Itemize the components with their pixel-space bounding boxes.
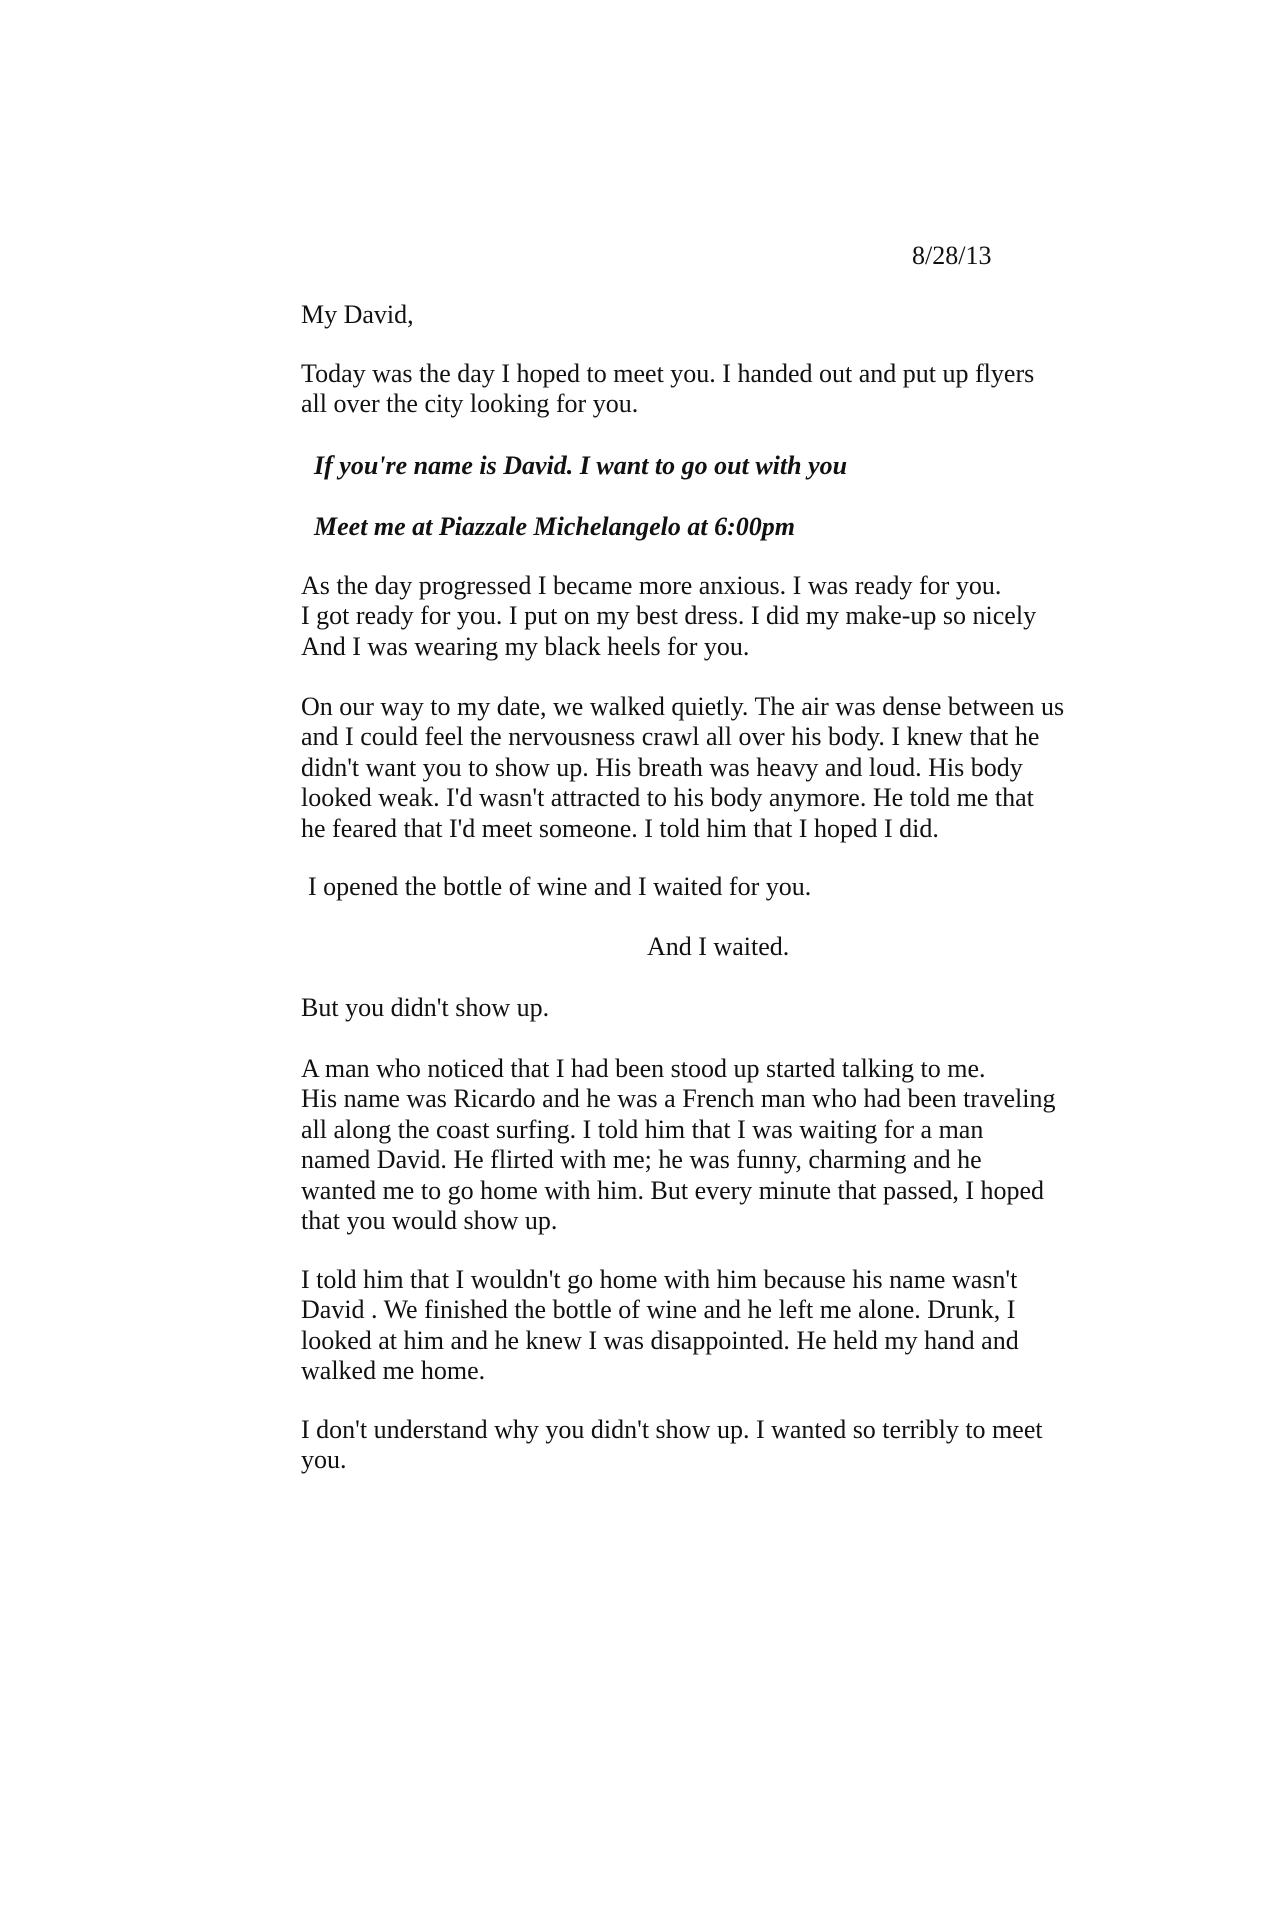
paragraph-1	[301, 359, 1034, 420]
text-line: As the day progressed I became more anxious. I was ready for you.	[301, 571, 1002, 600]
text-line: I told him that I wouldn't go home with him because his name wasn't	[301, 1265, 1018, 1294]
text-line: walked me home.	[301, 1356, 486, 1386]
text-line: he feared that I'd meet someone. I told him that I hoped I did.	[301, 813, 939, 843]
paragraph-5: And I waited.	[647, 932, 790, 961]
paragraph-9	[301, 1415, 1043, 1476]
text-line: A man who noticed that I had been stood up started talking to me.	[301, 1054, 986, 1083]
text-line: On our way to my date, we walked quietly. The air was dense between us	[301, 692, 1065, 721]
paragraph-7	[301, 1054, 1055, 1236]
text-line: named David. He flirted with me; he was funny, charming and he	[301, 1145, 982, 1175]
paragraph-6: But you didn't show up.	[301, 993, 550, 1022]
text-line: all over the city looking for you.	[301, 389, 639, 419]
text-line: I got ready for you. I put on my best dress. I did my make-up so nicely	[301, 601, 1037, 631]
text-line: looked at him and he knew I was disappointed. He held my hand and	[301, 1325, 1019, 1355]
text-line: I don't understand why you didn't show up. I wanted so terribly to meet	[301, 1415, 1043, 1444]
salutation: My David,	[301, 300, 414, 329]
text-line: you.	[301, 1445, 347, 1475]
text-line: that you would show up.	[301, 1206, 558, 1236]
text-line: looked weak. I'd wasn't attracted to his body anymore. He told me that	[301, 783, 1034, 813]
flyer-line-2: Meet me at Piazzale Michelangelo at 6:00pm	[314, 512, 795, 541]
paragraph-2	[301, 571, 1036, 662]
flyer-line-1: If you're name is David. I want to go out with you	[314, 451, 848, 480]
letter-date: 8/28/13	[912, 241, 992, 270]
text-line: wanted me to go home with him. But every minute that passed, I hoped	[301, 1175, 1045, 1205]
paragraph-3	[301, 692, 1064, 844]
paragraph-8	[301, 1265, 1019, 1387]
text-line: all along the coast surfing. I told him that I was waiting for a man	[301, 1114, 984, 1144]
text-line: didn't want you to show up. His breath was heavy and loud. His body	[301, 752, 1023, 782]
text-line: His name was Ricardo and he was a French man who had been traveling	[301, 1084, 1056, 1114]
text-line: and I could feel the nervousness crawl all over his body. I knew that he	[301, 722, 1040, 752]
text-line: David . We finished the bottle of wine and he left me alone. Drunk, I	[301, 1295, 1016, 1325]
text-line: Today was the day I hoped to meet you. I handed out and put up flyers	[301, 359, 1035, 388]
text-line: And I was wearing my black heels for you.	[301, 631, 750, 661]
paragraph-4: I opened the bottle of wine and I waited for you.	[308, 872, 812, 901]
